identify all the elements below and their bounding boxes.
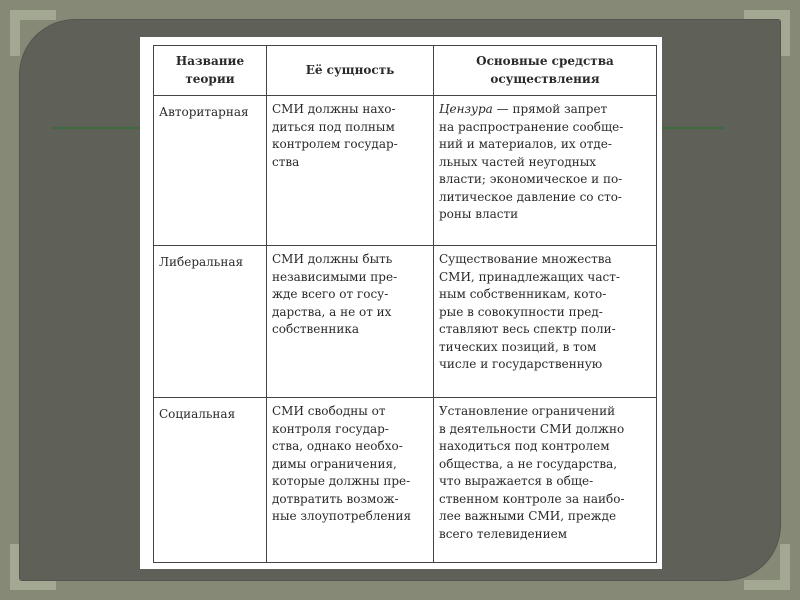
censorship-term: Цензура (439, 102, 493, 116)
frame-corner (780, 544, 790, 590)
frame-corner (780, 10, 790, 56)
media-theories-table (153, 45, 657, 563)
header-row (154, 46, 657, 96)
header-theory-name: Название теории (154, 46, 267, 96)
theory-name-cell: Социальная (154, 398, 267, 563)
essence-cell: СМИ должны быть независимыми пре- жде всего от госу- дарства, а не от их собственника (267, 246, 434, 398)
header-essence: Её сущность (267, 46, 434, 96)
essence-cell: СМИ должны нахо- диться под полным контролем государ- ства (267, 96, 434, 246)
table-image (140, 37, 662, 569)
table-row (154, 246, 657, 398)
table-row (154, 96, 657, 246)
means-cell: Существование множества СМИ, принадлежащих част- ным собственникам, кото- рые в совокупности пред- ставляют весь спектр поли- тических позиций, в том числе и государственную (434, 246, 657, 398)
theory-name-cell: Авторитарная (154, 96, 267, 246)
slide-rule-left (52, 127, 140, 129)
frame-corner (10, 10, 20, 56)
theory-name-cell: Либеральная (154, 246, 267, 398)
slide-rule-right (660, 127, 724, 129)
means-cell: Установление ограничений в деятельности СМИ должно находиться под контролем общества, а не государства, что выражается в обще- ственном контроле за наибо- лее важными СМИ, прежде всего телевидением (434, 398, 657, 563)
table-row (154, 398, 657, 563)
essence-cell: СМИ свободны от контроля государ- ства, однако необхо- димы ограничения, которые должны пре- дотвратить возмож- ные злоупотребления (267, 398, 434, 563)
means-cell: Цензура — прямой запрет на распространение сообще- ний и материалов, их отде- льных частей неугодных власти; экономическое и по- литическое давление со сто- роны власти (434, 96, 657, 246)
frame-corner (10, 544, 20, 590)
header-means: Основные средства осуществления (434, 46, 657, 96)
